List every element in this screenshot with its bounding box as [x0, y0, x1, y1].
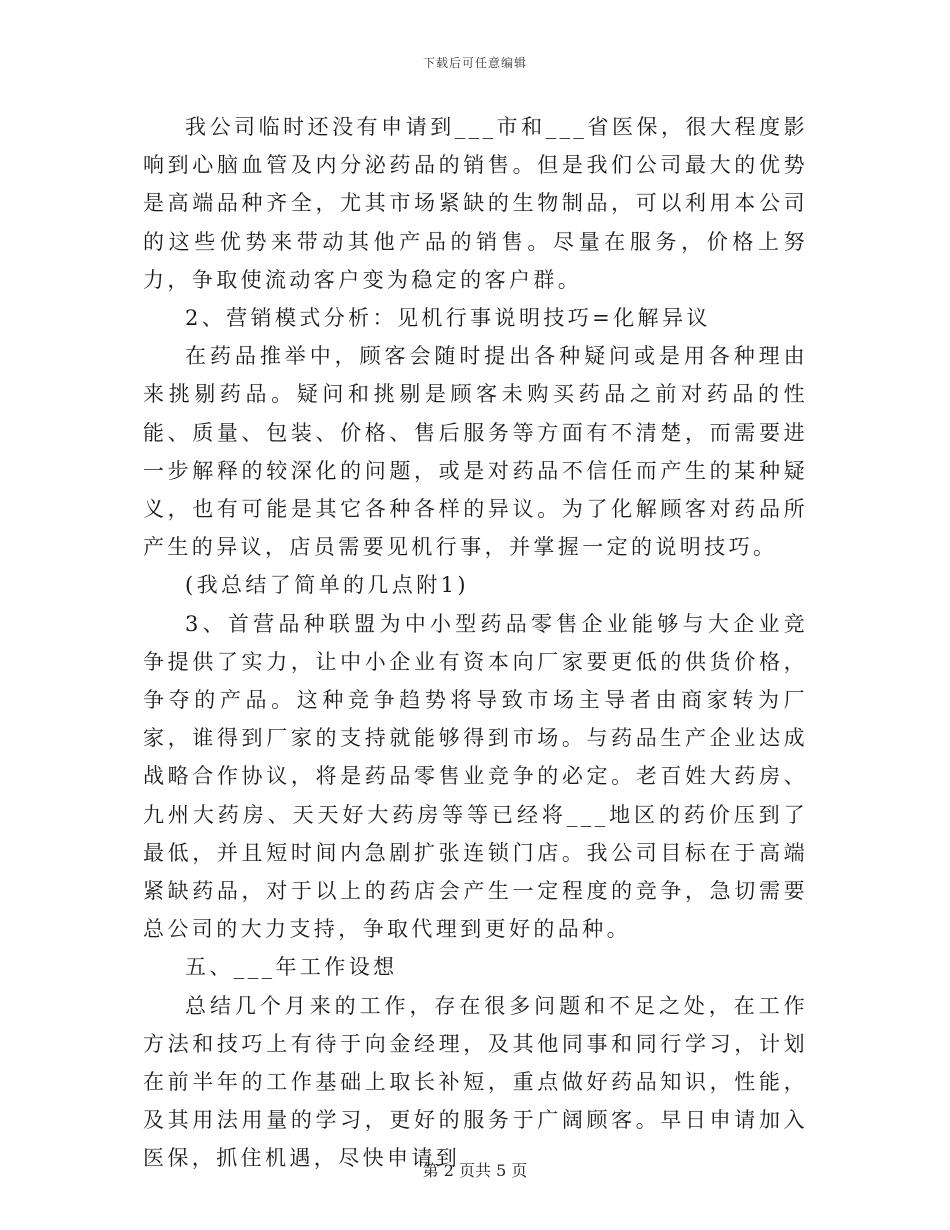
- paragraph-competition: 3、首营品种联盟为中小型药品零售企业能够与大企业竞争提供了实力，让中小企业有资本向厂家要更低的供货价格，争夺的产品。这种竞争趋势将导致市场主导者由商家转为厂家，谁得到厂家的支持就能够得到市场。与药品生产企业达成战略合作协议，将是药品零售业竞争的必定。老百姓大药房、九州大药房、天天好大药房等等已经将___地区的药价压到了最低，并且短时间内急剧扩张连锁门店。我公司目标在于高端紧缺药品，对于以上的药店会产生一定程度的竞争，急切需要总公司的大力支持，争取代理到更好的品种。: [143, 611, 808, 942]
- paragraph-objection-handling: 在药品推举中，顾客会随时提出各种疑问或是用各种理由来挑剔药品。疑问和挑剔是顾客未购买药品之前对药品的性能、质量、包装、价格、售后服务等方面有不清楚，而需要进一步解释的较深化的问题，或是对药品不信任而产生的某种疑义，也有可能是其它各种各样的异议。为了化解顾客对药品所产生的异议，店员需要见机行事，并掌握一定的说明技巧。: [143, 344, 808, 560]
- paragraph-appendix-note: (我总结了简单的几点附1): [185, 573, 469, 598]
- heading-marketing-model: 2、营销模式分析：见机行事说明技巧=化解异议: [185, 306, 711, 331]
- page-header: 下载后可任意编辑: [422, 56, 527, 70]
- page-number: 第 2 页共 5 页: [422, 1161, 528, 1180]
- paragraph-medical-insurance: 我公司临时还没有申请到___市和___省医保，很大程度影响到心脑血管及内分泌药品的销售。但是我们公司最大的优势是高端品种齐全，尤其市场紧缺的生物制品，可以利用本公司的这些优势来带动其他产品的销售。尽量在服务，价格上努力，争取使流动客户变为稳定的客户群。: [143, 115, 808, 292]
- document-body: [143, 108, 808, 1178]
- heading-work-plan: 五、___年工作设想: [185, 955, 398, 980]
- paragraph-work-summary: 总结几个月来的工作，存在很多问题和不足之处，在工作方法和技巧上有待于向金经理，及其他同事和同行学习，计划在前半年的工作基础上取长补短，重点做好药品知识，性能，及其用法用量的学习，更好的服务于广阔顾客。早日申请加入医保，抓住机遇，尽快申请到: [143, 993, 808, 1171]
